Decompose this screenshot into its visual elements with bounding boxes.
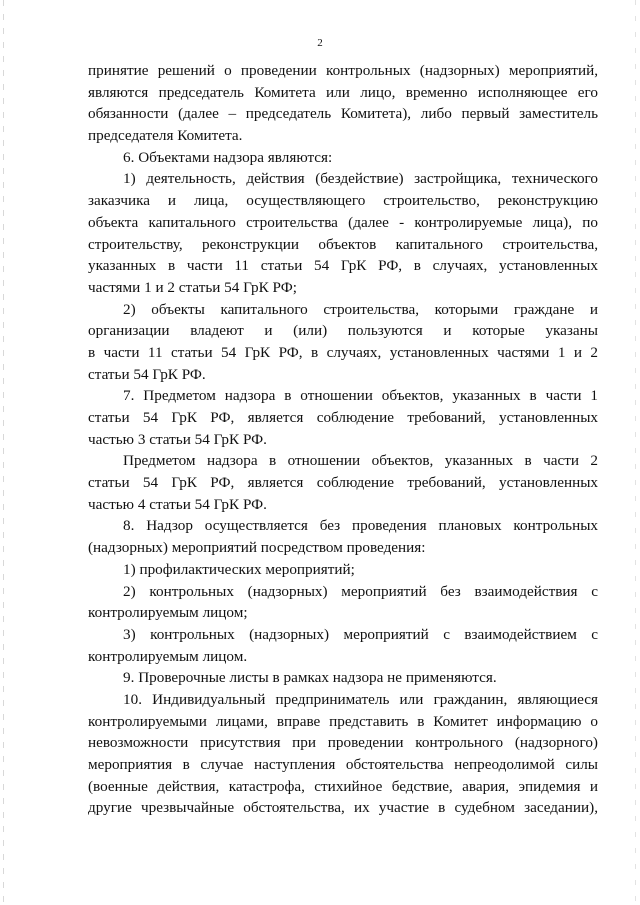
- text-line: 8. Надзор осуществляется без проведения плановых контрольных: [123, 517, 598, 535]
- text-line: 7. Предметом надзора в отношении объектов, указанных в части 1: [123, 387, 598, 405]
- text-line: частью 4 статьи 54 ГрК РФ.: [88, 495, 267, 513]
- text-line: 1) деятельность, действия (бездействие) застройщика, технического: [123, 170, 598, 188]
- text-line: председателя Комитета.: [88, 127, 243, 145]
- text-line: 10. Индивидуальный предприниматель или гражданин, являющиеся: [123, 690, 598, 708]
- text-line: статьи 54 ГрК РФ, является соблюдение требований, установленных: [88, 474, 598, 492]
- text-line: заказчика и лица, осуществляющего строительство, реконструкцию: [88, 192, 598, 210]
- text-line: невозможности присутствия при проведении контрольного (надзорного): [88, 734, 598, 752]
- text-line: контролируемыми лицами, вправе представить в Комитет информацию о: [88, 712, 598, 730]
- text-line: частями 1 и 2 статьи 54 ГрК РФ;: [88, 278, 297, 296]
- text-line: являются председатель Комитета или лицо, временно исполняющее его: [88, 83, 598, 101]
- text-line: указанных в части 11 статьи 54 ГрК РФ, в случаях, установленных: [88, 257, 598, 275]
- text-line: организации владеют и (или) пользуются и которые указаны: [88, 322, 598, 340]
- text-line: строительству, реконструкции объектов капитального строительства,: [88, 235, 598, 253]
- text-line: статьи 54 ГрК РФ.: [88, 365, 206, 383]
- text-line: 3) контрольных (надзорных) мероприятий с взаимодействием с: [123, 625, 598, 643]
- text-line: 2) объекты капитального строительства, которыми граждане и: [123, 300, 598, 318]
- text-line: 9. Проверочные листы в рамках надзора не применяются.: [123, 669, 497, 687]
- text-line: обязанности (далее – председатель Комитета), либо первый заместитель: [88, 105, 598, 123]
- text-line: 2) контрольных (надзорных) мероприятий без взаимодействия с: [123, 582, 598, 600]
- document-body: [88, 60, 598, 819]
- text-line: объекта капитального строительства (далее - контролируемые лица), по: [88, 213, 598, 231]
- text-line: (военные действия, катастрофа, стихийное бедствие, авария, эпидемия и: [88, 777, 598, 795]
- scan-edge-left: [3, 0, 4, 905]
- text-line: контролируемым лицом.: [88, 647, 248, 665]
- text-line: частью 3 статьи 54 ГрК РФ.: [88, 430, 267, 448]
- text-line: статьи 54 ГрК РФ, является соблюдение требований, установленных: [88, 409, 598, 426]
- text-line: Предметом надзора в отношении объектов, указанных в части 2: [123, 452, 598, 470]
- scan-edge-right: [635, 0, 636, 905]
- text-line: (надзорных) мероприятий посредством проведения:: [88, 539, 426, 557]
- text-line: контролируемым лицом;: [88, 604, 248, 622]
- text-line: принятие решений о проведении контрольных (надзорных) мероприятий,: [88, 62, 598, 79]
- text-line: 1) профилактических мероприятий;: [123, 560, 355, 578]
- page-number: 2: [317, 37, 323, 49]
- text-line: в части 11 статьи 54 ГрК РФ, в случаях, установленных частями 1 и 2: [88, 343, 598, 361]
- text-line: мероприятия в случае наступления обстоятельства непреодолимой силы: [88, 756, 598, 773]
- text-line: 6. Объектами надзора являются:: [123, 148, 333, 166]
- text-line: другие чрезвычайные обстоятельства, их участие в судебном заседании),: [88, 799, 598, 817]
